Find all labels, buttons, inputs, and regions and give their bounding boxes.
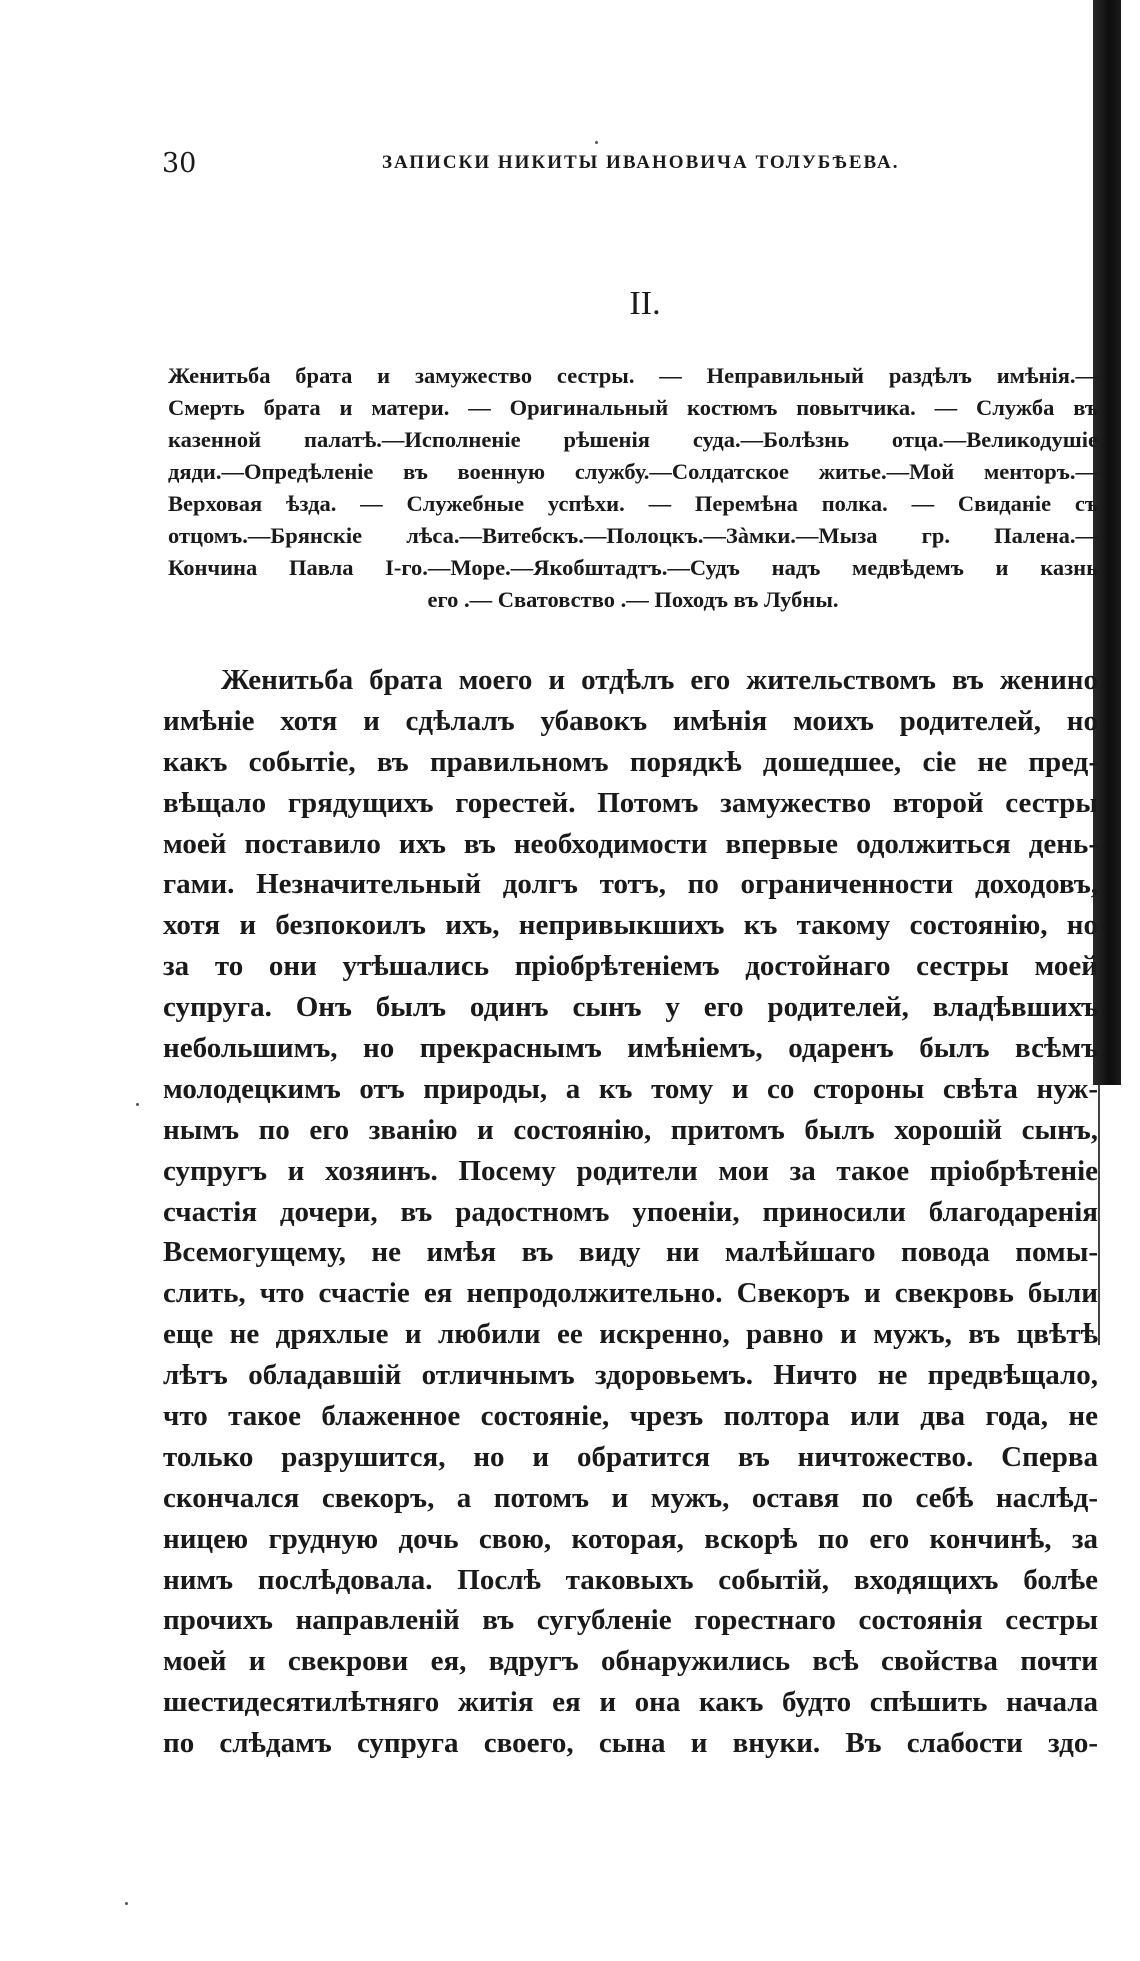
body-line: шестидесятилѣтняго житія ея и она какъ будто спѣшить начала bbox=[163, 1686, 1098, 1719]
body-paragraph bbox=[163, 660, 1098, 1764]
summary-line: казенной палатѣ.—Исполненіе рѣшенія суда.—Болѣзнь отца.—Великодушіе bbox=[168, 427, 1098, 452]
body-line: еще не дряхлые и любили ее искренно, равно и мужъ, въ цвѣтѣ bbox=[163, 1318, 1098, 1351]
chapter-summary bbox=[168, 360, 1098, 616]
body-line: лѣтъ обладавшій отличнымъ здоровьемъ. Ничто не предвѣщало, bbox=[163, 1359, 1098, 1392]
summary-line: отцомъ.—Брянскіе лѣса.—Витебскъ.—Полоцкъ.—Зàмки.—Мыза гр. Палена.— bbox=[168, 523, 1098, 548]
running-title: ЗАПИСКИ НИКИТЫ ИВАНОВИЧА ТОЛУБѢЕВА. bbox=[382, 152, 900, 173]
body-line: слить, что счастіе ея непродолжительно. Свекоръ и свекровь были bbox=[163, 1277, 1098, 1310]
summary-line: Кончина Павла I-го.—Море.—Якобштадтъ.—Судъ надъ медвѣдемъ и казнь bbox=[168, 555, 1098, 580]
page-number: 30 bbox=[162, 148, 197, 179]
body-line: супруга. Онъ былъ одинъ сынъ у его родителей, владѣвшихъ bbox=[163, 991, 1098, 1024]
summary-line: Смерть брата и матери. — Оригинальный костюмъ повытчика. — Служба въ bbox=[168, 395, 1098, 420]
summary-line: его .— Сватовство .— Походъ въ Лубны. bbox=[427, 587, 839, 612]
body-line: счастія дочери, въ радостномъ упоеніи, приносили благодаренія bbox=[163, 1195, 1098, 1228]
binding-edge-line bbox=[1098, 1085, 1100, 1345]
summary-line: Верховая ѣзда. — Служебные успѣхи. — Перемѣна полка. — Свиданіе съ bbox=[168, 491, 1098, 516]
body-line: моей и свекрови ея, вдругъ обнаружились всѣ свойства почти bbox=[163, 1645, 1098, 1678]
body-line: что такое блаженное состояніе, чрезъ полтора или два года, не bbox=[163, 1400, 1098, 1433]
body-line: ницею грудную дочь свою, которая, вскорѣ по его кончинѣ, за bbox=[163, 1522, 1098, 1555]
scan-speck bbox=[136, 1103, 139, 1106]
body-line: молодецкимъ отъ природы, а къ тому и со стороны свѣта нуж- bbox=[163, 1072, 1098, 1105]
body-line: прочихъ направленій въ сугубленіе горестнаго состоянія сестры bbox=[163, 1604, 1098, 1637]
body-line: моей поставило ихъ въ необходимости впервые одолжиться день- bbox=[163, 827, 1098, 860]
body-line: нимъ послѣдовала. Послѣ таковыхъ событій, входящихъ болѣе bbox=[163, 1563, 1098, 1596]
body-line: скончался свекоръ, а потомъ и мужъ, оставя по себѣ наслѣд- bbox=[163, 1481, 1098, 1514]
body-line: супругъ и хозяинъ. Посему родители мои за такое пріобрѣтеніе bbox=[163, 1154, 1098, 1187]
chapter-number: II. bbox=[629, 285, 661, 322]
body-line: нымъ по его званію и состоянію, притомъ былъ хорошій сынъ, bbox=[163, 1113, 1098, 1146]
body-line: хотя и безпокоилъ ихъ, непривыкшихъ къ такому состоянію, но bbox=[163, 909, 1098, 942]
body-line: по слѣдамъ супруга своего, сына и внуки. Въ слабости здо- bbox=[163, 1727, 1098, 1760]
body-line: небольшимъ, но прекраснымъ имѣніемъ, одаренъ былъ всѣмъ bbox=[163, 1032, 1098, 1065]
body-line: гами. Незначительный долгъ тотъ, по ограниченности доходовъ, bbox=[163, 868, 1098, 901]
running-head bbox=[162, 148, 1094, 184]
body-line: Всемогущему, не имѣя въ виду ни малѣйшаго повода помы- bbox=[163, 1236, 1098, 1269]
body-line: Женитьба брата моего и отдѣлъ его жительствомъ въ женино bbox=[221, 664, 1098, 696]
body-line: за то они утѣшались пріобрѣтеніемъ достойнаго сестры моей bbox=[163, 950, 1098, 983]
summary-line: дяди.—Опредѣленіе въ военную службу.—Солдатское житье.—Мой менторъ.— bbox=[168, 459, 1098, 484]
body-line: только разрушится, но и обратится въ ничтожество. Сперва bbox=[163, 1440, 1098, 1473]
scan-speck bbox=[125, 1902, 128, 1905]
summary-line: Женитьба брата и замужество сестры. — Неправильный раздѣлъ имѣнія.— bbox=[168, 363, 1098, 388]
body-line: вѣщало грядущихъ горестей. Потомъ замужество второй сестры bbox=[163, 786, 1098, 819]
body-line: имѣніе хотя и сдѣлалъ убавокъ имѣнія моихъ родителей, но bbox=[163, 704, 1098, 737]
scan-speck bbox=[595, 141, 598, 144]
body-line: какъ событіе, въ правильномъ порядкѣ дошедшее, сіе не пред- bbox=[163, 745, 1098, 778]
